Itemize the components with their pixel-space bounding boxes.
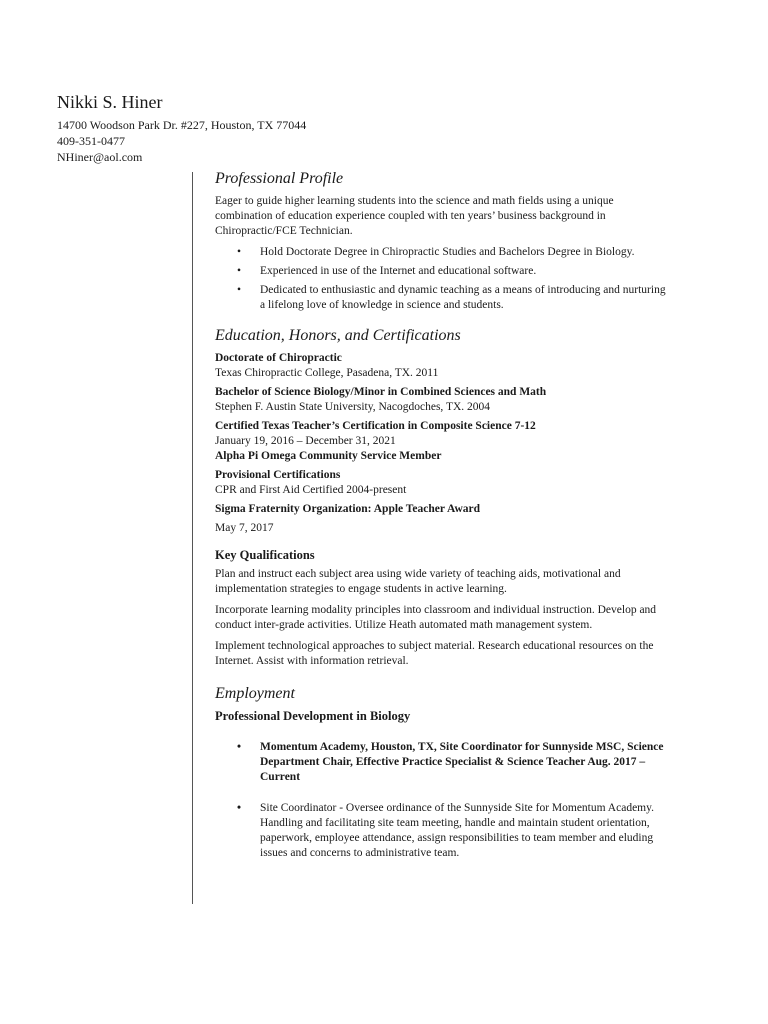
employment-title: Employment [215,685,295,702]
profile-bullets [215,245,670,313]
education-item [215,385,670,415]
job-description: Site Coordinator - Oversee ordinance of the Sunnyside Site for Momentum Academy. Handling and facilitating site team meeting, handle and maintain student orientation, paperwork, employee attendance, assign responsibilities to team member and eluding issues and concerns to administrative team. [260,802,654,859]
list-item [215,801,670,861]
employment-section [215,685,670,861]
list-item [215,740,670,785]
qualification-paragraph: Plan and instruct each subject area using wide variety of teaching aids, motivational and implementation strategies to engage students in active learning. [215,568,621,595]
education-item [215,419,670,449]
education-item-detail: Texas Chiropractic College, Pasadena, TX. 2011 [215,367,439,379]
profile-section [215,170,670,313]
employment-subtitle: Professional Development in Biology [215,709,411,723]
list-item [215,245,670,260]
education-item-title: Doctorate of Chiropractic [215,352,342,364]
education-item [215,351,670,381]
qualification-paragraph: Implement technological approaches to subject material. Research educational resources on the Internet. Assist with information retrieval. [215,640,654,667]
qualifications-section [215,548,670,669]
resume-body [215,170,670,877]
education-item-detail: May 7, 2017 [215,522,274,534]
address: 14700 Woodson Park Dr. #227, Houston, TX 77044 [57,118,307,132]
education-title: Education, Honors, and Certifications [215,327,461,344]
list-item-text: Dedicated to enthusiastic and dynamic teaching as a means of introducing and nurturing a lifelong love of knowledge in science and students. [260,284,666,311]
bullet-icon: • [237,741,242,753]
list-item [215,283,670,313]
education-item-detail: January 19, 2016 – December 31, 2021 [215,435,396,447]
qualifications-title: Key Qualifications [215,548,315,562]
email: NHiner@aol.com [57,150,143,164]
list-item [215,264,670,279]
list-item-text: Experienced in use of the Internet and educational software. [260,265,537,277]
education-item-title: Sigma Fraternity Organization: Apple Teacher Award [215,503,481,515]
vertical-divider [192,172,193,904]
education-item-title: Bachelor of Science Biology/Minor in Combined Sciences and Math [215,386,547,398]
resume-header [57,92,306,165]
education-item-detail: Stephen F. Austin State University, Nacogdoches, TX. 2004 [215,401,491,413]
education-item-title: Alpha Pi Omega Community Service Member [215,450,442,462]
candidate-name: Nikki S. Hiner [57,92,163,112]
education-section [215,327,670,536]
phone: 409-351-0477 [57,134,125,148]
education-item-title: Provisional Certifications [215,469,341,481]
education-item-detail: CPR and First Aid Certified 2004-present [215,484,407,496]
bullet-icon: • [237,246,242,258]
education-item [215,502,670,536]
employment-list [215,740,670,861]
education-item [215,449,670,464]
bullet-icon: • [237,265,242,277]
education-item [215,468,670,498]
list-item-text: Hold Doctorate Degree in Chiropractic Studies and Bachelors Degree in Biology. [260,246,635,258]
education-item-title: Certified Texas Teacher’s Certification in Composite Science 7-12 [215,420,536,432]
profile-intro: Eager to guide higher learning students into the science and math fields using a unique combination of education experience coupled with ten years’ business background in Chiropractic/FCE Technician. [215,195,614,237]
qualification-paragraph: Incorporate learning modality principles into classroom and individual instruction. Develop and conduct inter-grade activities. Utilize Heath automated math management system. [215,604,657,631]
job-heading: Momentum Academy, Houston, TX, Site Coordinator for Sunnyside MSC, Science Department Chair, Effective Practice Specialist & Science Teacher Aug. 2017 – Current [260,741,664,783]
bullet-icon: • [237,284,242,296]
profile-title: Professional Profile [215,170,344,187]
bullet-icon: • [237,802,242,814]
